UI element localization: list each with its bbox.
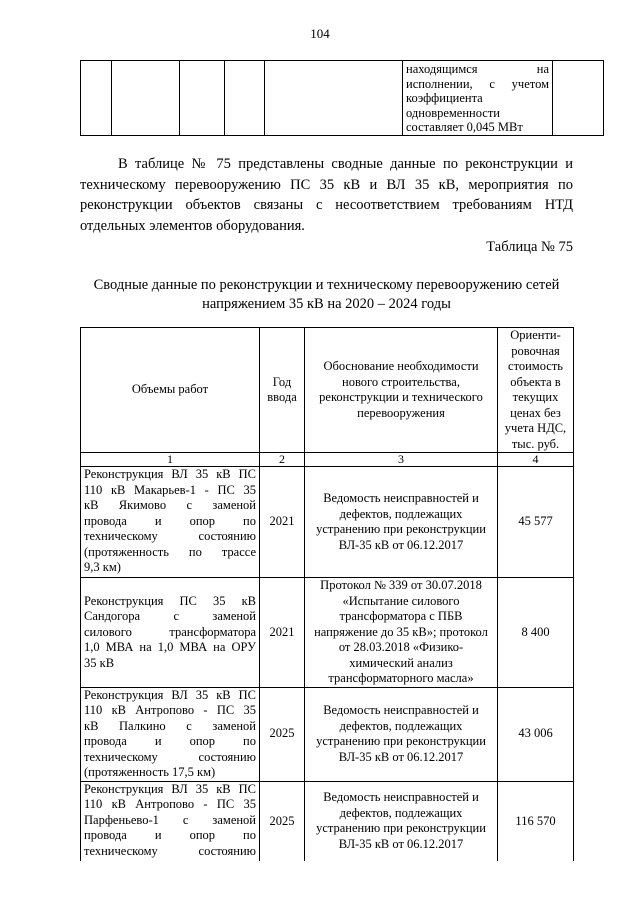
year-cell: 2021 xyxy=(260,578,305,688)
column-number: 4 xyxy=(498,453,574,467)
cost-cell: 116 570 xyxy=(498,781,574,861)
works-line: провода и опор по xyxy=(84,513,256,528)
works-line: кВ Якимово с заменой xyxy=(84,498,256,512)
table-row xyxy=(81,578,574,688)
works-line: Реконструкция ВЛ 35 кВ ПС xyxy=(84,781,256,796)
continued-table xyxy=(80,60,604,136)
works-line: 35 кВ xyxy=(84,655,115,670)
year-cell: 2025 xyxy=(260,687,305,781)
basis-cell: Ведомость неисправностей и дефектов, подлежащих устранению при реконструкции ВЛ-35 кВ от 06.12.2017 xyxy=(305,687,498,781)
works-cell xyxy=(81,578,260,688)
works-line: Реконструкция ВЛ 35 кВ ПС xyxy=(84,467,256,481)
works-line: провода и опор по xyxy=(84,734,256,748)
works-line: 9,3 км) xyxy=(84,560,121,574)
continued-text-cell xyxy=(403,61,553,136)
works-line: Сандогора с заменой xyxy=(84,609,256,623)
basis-cell: Ведомость неисправностей и дефектов, подлежащих устранению при реконструкции ВЛ-35 кВ от 06.12.2017 xyxy=(305,467,498,578)
header-cell-cost: Ориенти-ровочная стоимость объекта в текущих ценах без учета НДС, тыс. руб. xyxy=(498,328,574,453)
continued-cell xyxy=(112,61,180,136)
page-number: 104 xyxy=(310,26,330,41)
works-line: Реконструкция ВЛ 35 кВ ПС xyxy=(84,687,256,702)
cost-cell: 8 400 xyxy=(498,578,574,688)
continued-cell xyxy=(225,61,265,136)
cost-cell: 43 006 xyxy=(498,687,574,781)
column-number-row xyxy=(81,453,574,467)
continued-cell xyxy=(180,61,225,136)
works-line: 110 кВ Макарьев-1 - ПС 35 xyxy=(84,482,256,497)
works-line: силового трансформатора xyxy=(84,624,256,639)
table-title: Сводные данные по реконструкции и техническому перевооружению сетей напряжением 35 кВ на 2020 – 2024 годы xyxy=(93,277,560,312)
continued-text-line: составляет 0,045 МВт xyxy=(406,120,523,134)
works-line: Парфеньево-1 с заменой xyxy=(84,812,256,827)
works-line: техническому состоянию xyxy=(84,529,256,543)
table-row xyxy=(81,781,574,861)
works-line: кВ Палкино с заменой xyxy=(84,718,256,733)
works-line: (протяженность 17,5 км) xyxy=(84,765,216,779)
table-row xyxy=(81,467,574,578)
works-line: 110 кВ Антропово - ПС 35 xyxy=(84,797,256,811)
continued-text-line: исполнении, с учетом xyxy=(406,76,549,91)
works-line: 110 кВ Антропово - ПС 35 xyxy=(84,703,256,717)
works-line: (протяженность по трассе xyxy=(84,544,256,559)
cost-cell: 45 577 xyxy=(498,467,574,578)
table-header-row xyxy=(81,328,574,453)
body-paragraph: В таблице № 75 представлены сводные данные по реконструкции и техническому перевооружению ПС 35 кВ и ВЛ 35 кВ, мероприятия по реконструкции объектов связаны с несоответствием требованиям НТД отдельных элементов оборудования. xyxy=(80,156,573,234)
continued-text-line: коэффициента xyxy=(406,91,483,105)
table-row xyxy=(81,687,574,781)
column-number: 1 xyxy=(81,453,260,467)
column-number: 3 xyxy=(305,453,498,467)
continued-cell xyxy=(81,61,112,136)
year-cell: 2021 xyxy=(260,467,305,578)
continued-text-line: находящимся на xyxy=(406,62,549,76)
header-cell-basis: Обоснование необходимости нового строительства, реконструкции и технического перевооружения xyxy=(305,328,498,453)
works-cell xyxy=(81,687,260,781)
works-line: 1,0 МВА на 1,0 МВА на ОРУ xyxy=(84,640,256,654)
continued-cell xyxy=(553,61,604,136)
basis-cell: Протокол № 339 от 30.07.2018 «Испытание силового трансформатора с ПБВ напряжение до 35 кВ»; протокол от 28.03.2018 «Физико-химический анализ трансформаторного масла» xyxy=(305,578,498,688)
column-number: 2 xyxy=(260,453,305,467)
header-cell-year: Год ввода xyxy=(260,328,305,453)
continued-text-line: одновременности xyxy=(406,105,500,120)
year-cell: 2025 xyxy=(260,781,305,861)
continued-cell xyxy=(265,61,403,136)
header-cell-works: Объемы работ xyxy=(81,328,260,453)
works-cell xyxy=(81,781,260,861)
works-line: техническому состоянию xyxy=(84,843,256,858)
main-table xyxy=(80,327,574,861)
works-line: провода и опор по xyxy=(84,828,256,842)
works-cell xyxy=(81,467,260,578)
basis-cell: Ведомость неисправностей и дефектов, подлежащих устранению при реконструкции ВЛ-35 кВ от 06.12.2017 xyxy=(305,781,498,861)
works-line: техническому состоянию xyxy=(84,749,256,764)
table-label: Таблица № 75 xyxy=(486,239,573,255)
works-line: Реконструкция ПС 35 кВ xyxy=(84,593,256,608)
